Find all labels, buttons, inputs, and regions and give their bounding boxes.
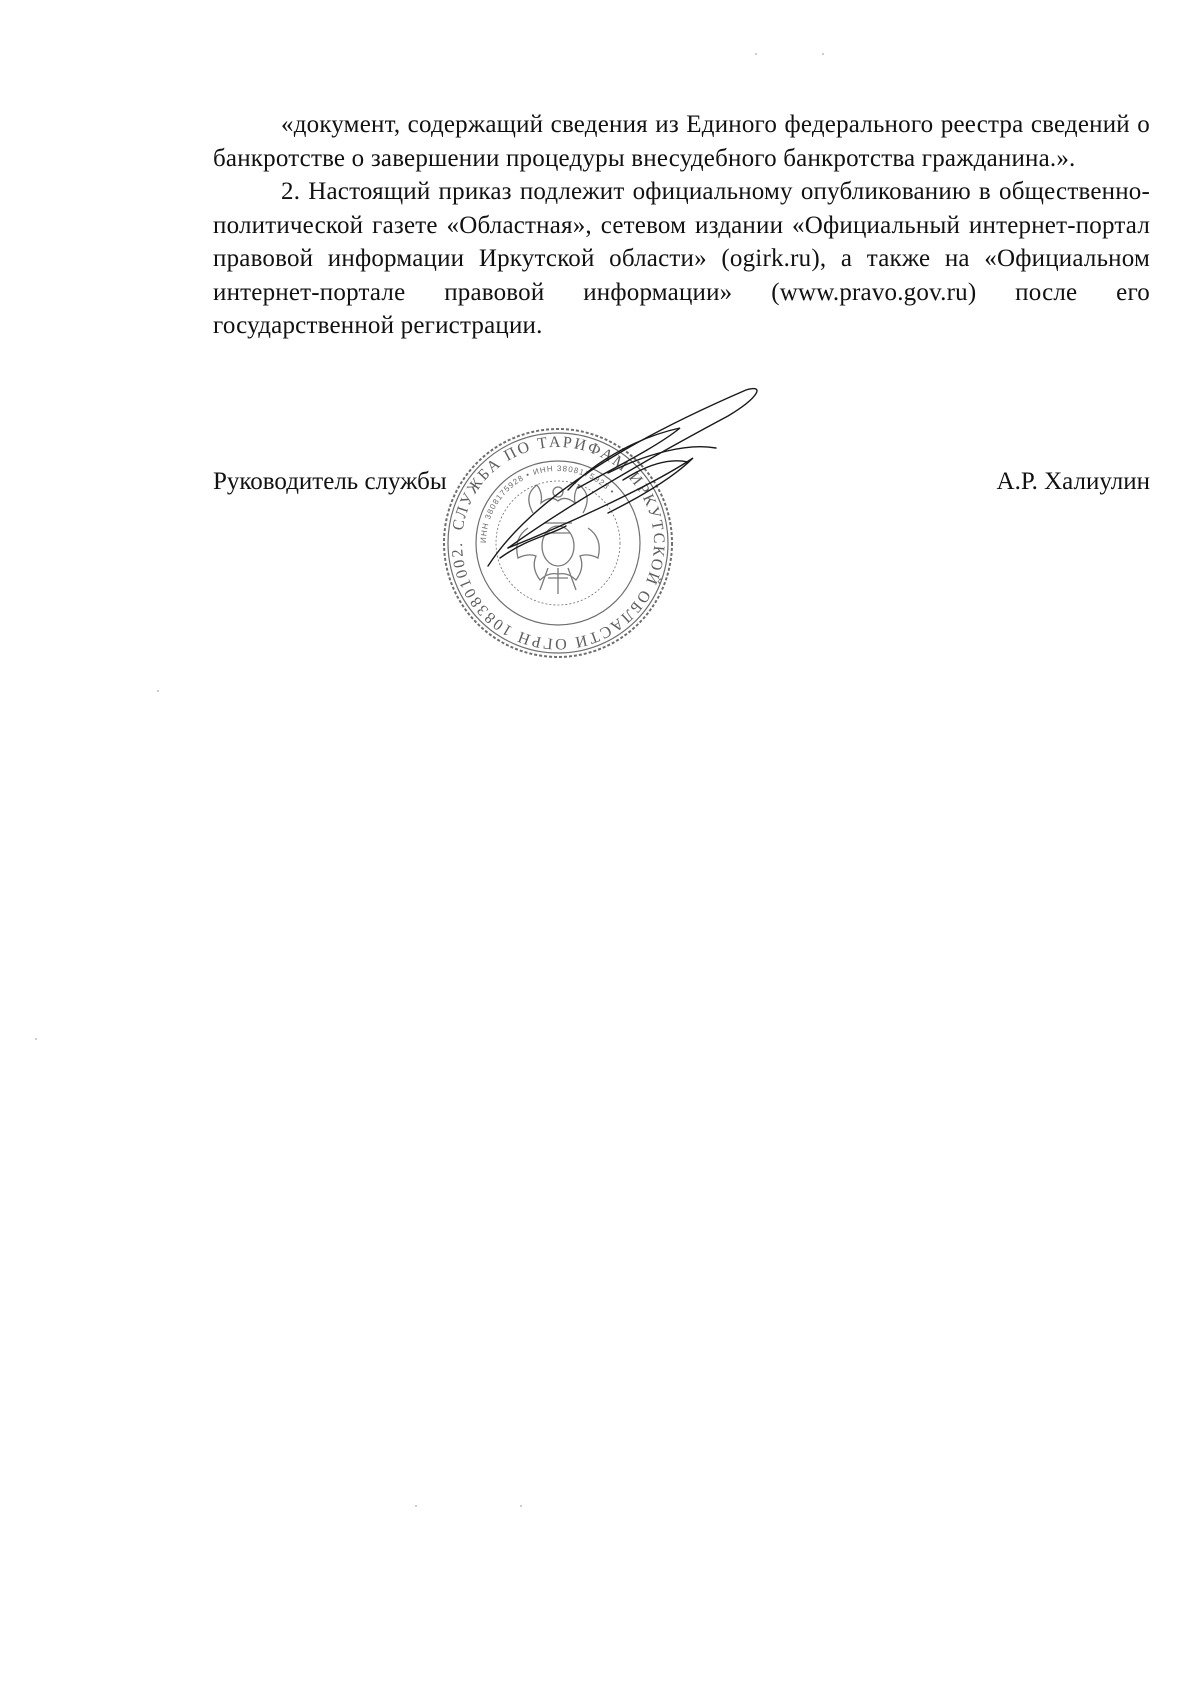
seal-outer-text: СЛУЖБА ПО ТАРИФАМ ИРКУТСКОЙ ОБЛАСТИ ОГРН 1083801002...	[445, 405, 668, 653]
official-seal	[445, 405, 808, 678]
signatory-name: А.Р. Халиулин	[996, 468, 1150, 495]
seal-stamp-icon	[444, 429, 672, 657]
scan-speck	[35, 1038, 37, 1040]
seal-and-signature-graphic	[445, 405, 808, 678]
paragraph-2: 2. Настоящий приказ подлежит официальному опубликованию в общественно-политической газете «Областная», сетевом издании «Официальный интернет-портал правовой информации Иркутской области» (ogirk.ru), а также на «Официальном интернет-портале правовой информации» (www.pravo.gov.ru) после его государственной регистрации.	[213, 178, 1150, 339]
paragraph-1: «документ, содержащий сведения из Единого федерального реестра сведений о банкротстве о завершении процедуры внесудебного банкротства гражданина.».	[213, 111, 1150, 172]
scan-speck	[755, 53, 757, 55]
signatory-title: Руководитель службы	[213, 468, 447, 495]
scan-speck	[822, 53, 824, 55]
seal-inner-text: ИНН 3808175928 • ИНН 3808175928 •	[478, 463, 617, 544]
scan-speck	[157, 690, 159, 692]
scan-speck	[415, 1505, 417, 1507]
document-body	[213, 108, 1150, 343]
scan-speck	[520, 1505, 522, 1507]
